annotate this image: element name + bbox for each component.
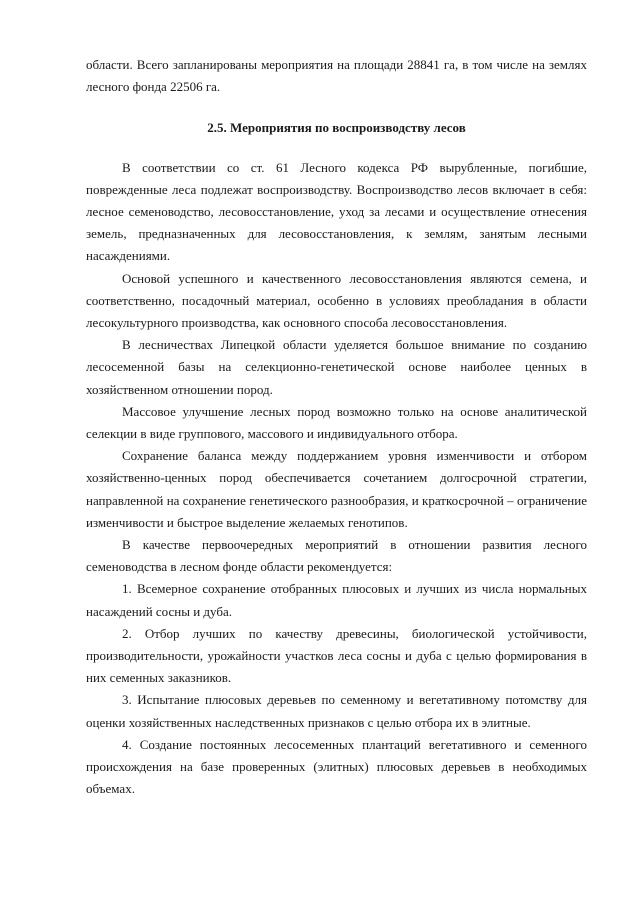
list-item: 1. Всемерное сохранение отобранных плюсовых и лучших из числа нормальных насаждений сосны и дуба. [86, 581, 587, 619]
paragraph: В соответствии со ст. 61 Лесного кодекса РФ вырубленные, погибшие, поврежденные леса подлежат воспроизводству. Воспроизводство лесов включает в себя: лесное семеноводство, лесовосстановление, уход за лесами и осуществление отнесения земель, предназначенных для лесовосстановления, к землям, занятым лесными насаждениями. [86, 159, 587, 264]
paragraph: В лесничествах Липецкой области уделяется большое внимание по созданию лесосеменной базы на селекционно-генетической основе наиболее ценных в хозяйственном отношении пород. [86, 337, 587, 397]
list-item: 2. Отбор лучших по качеству древесины, биологической устойчивости, производительности, урожайности участков леса сосны и дуба с целью формирования в них семенных заказников. [86, 625, 587, 686]
paragraph: Основой успешного и качественного лесовосстановления являются семена, и соответственно, посадочный материал, особенно в условиях преобладания в области лесокультурного производства, как основного способа лесовосстановления. [86, 270, 587, 331]
intro-paragraph: области. Всего запланированы мероприятия на площади 28841 га, в том числе на землях лесного фонда 22506 га. [86, 57, 587, 95]
paragraph: Сохранение баланса между поддержанием уровня изменчивости и отбором хозяйственно-ценных пород обеспечивается сочетанием долгосрочной стратегии, направленной на сохранение генетического разнообразия, и краткосрочной – ограничение изменчивости и быстрое выделение желаемых генотипов. [86, 448, 587, 530]
list-item: 4. Создание постоянных лесосеменных плантаций вегетативного и семенного происхождения на базе проверенных (элитных) плюсовых деревьев в необходимых объемах. [86, 736, 587, 797]
paragraph: В качестве первоочередных мероприятий в отношении развития лесного семеноводства в лесном фонде области рекомендуется: [86, 537, 587, 575]
paragraph: Массовое улучшение лесных пород возможно только на основе аналитической селекции в виде группового, массового и индивидуального отбора. [86, 403, 587, 442]
list-item: 3. Испытание плюсовых деревьев по семенному и вегетативному потомству для оценки хозяйственных наследственных признаков с целью отбора их в элитные. [86, 692, 587, 730]
document-body [86, 54, 587, 801]
section-title: 2.5. Мероприятия по воспроизводству лесов [207, 120, 466, 136]
